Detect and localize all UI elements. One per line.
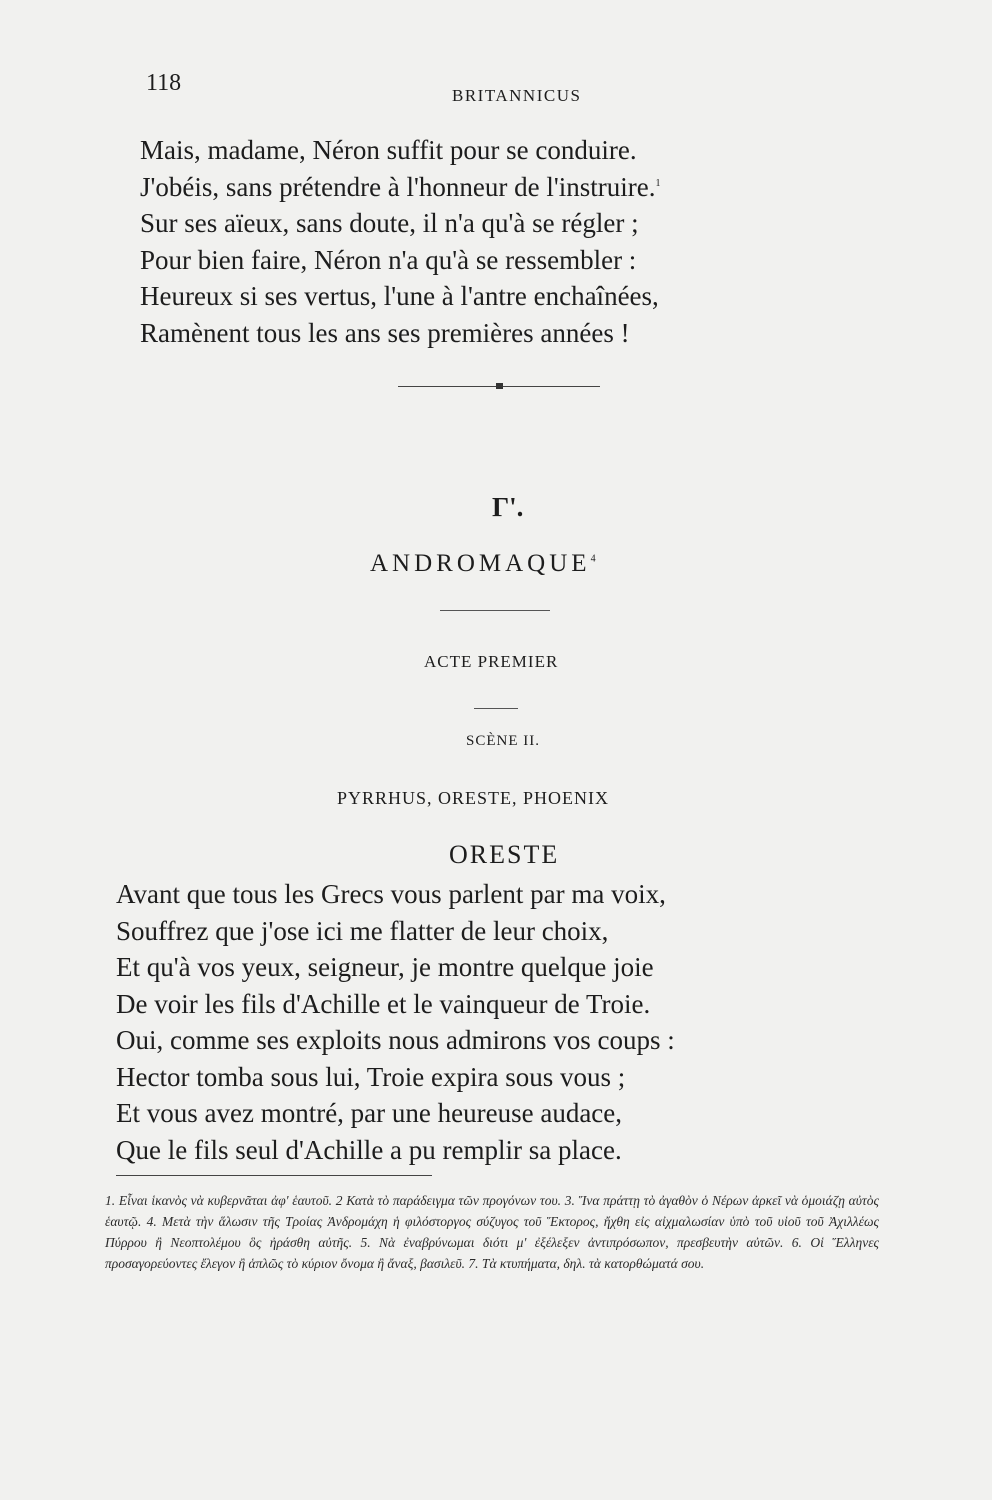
verse-text: J'obéis, sans prétendre à l'honneur de l'instruire. [140,171,656,202]
verse-line [116,1059,675,1096]
verse-line [140,169,660,206]
verse-line [140,132,660,169]
verse-text: Ramènent tous les ans ses premières années ! [140,317,630,348]
verse-text: Souffrez que j'ose ici me flatter de leur choix, [116,915,609,946]
verse-line [140,278,660,315]
verse-line [116,1022,675,1059]
divider [440,610,550,611]
verse-text: Avant que tous les Grecs vous parlent par ma voix, [116,879,666,909]
verse-line [116,1132,675,1169]
verse-line [116,986,675,1023]
characters-list: PYRRHUS, ORESTE, PHOENIX [337,788,610,808]
footnote-divider [116,1175,432,1176]
verse-text: Pour bien faire, Néron n'a qu'à se ressembler : [140,244,637,275]
section-number: Γ'. [492,492,524,522]
verse-text: Et qu'à vos yeux, seigneur, je montre quelque joie [116,952,654,982]
oreste-speech [116,876,675,1168]
play-title [370,550,600,578]
verse-line [140,205,660,242]
section-ornament [398,386,600,389]
verse-text: Heureux si ses vertus, l'une à l'antre enchaînées, [140,281,659,311]
verse-line [116,949,675,986]
verse-text: Que le fils seul d'Achille a pu remplir sa place. [116,1134,622,1165]
running-title: BRITANNICUS [452,86,582,105]
speaker-name: ORESTE [449,840,560,869]
verse-text: Sur ses aïeux, sans doute, il n'a qu'à se régler ; [140,208,639,238]
verse-text: Hector tomba sous lui, Troie expira sous vous ; [116,1061,626,1092]
verse-line [140,242,660,279]
scene-heading: SCÈNE II. [466,733,540,749]
verse-line [116,1095,675,1132]
verse-line [140,315,660,352]
footnotes: 1. Εἶναι ἱκανὸς νὰ κυβερνᾶται ἀφ' ἑαυτοῦ. 2 Κατὰ τὸ παράδειγμα τῶν προγόνων του. 3. Ἵνα πράττῃ τὸ ἀγαθὸν ὁ Νέρων ἀρκεῖ νὰ ὁμοιάζῃ αὐτὸς ἑαυτῷ. 4. Μετὰ τὴν ἅλωσιν τῆς Τροίας Ἀνδρομάχη ἡ φιλόστοργος σύζυγος τοῦ Ἕκτορος, ἤχθη εἰς αἰχμαλωσίαν ὑπὸ τοῦ υἱοῦ τοῦ Ἀχιλλέως Πύρρου ἢ Νεοπτολέμου ὃς ἠράσθη αὐτῆς. 5. Νὰ ἐναβρύνωμαι διότι μ' ἐξέλεξεν ἀντιπρόσωπον, πρεσβευτὴν αὐτῶν. 6. Οἱ Ἕλληνες προσαγορεύοντες ἔλεγον ἢ ἁπλῶς τὸ κύριον ὄνομα ἢ ἄναξ, βασιλεῦ. 7. Τὰ κτυπήματα, δηλ. τὰ κατορθώματά σου. [105,1193,879,1271]
verse-text: Mais, madame, Néron suffit pour se conduire. [140,135,637,165]
britannicus-verses [140,132,660,351]
act-heading: ACTE PREMIER [424,652,559,671]
play-title-text: ANDROMAQUE [370,550,591,577]
verse-line [116,876,675,913]
verse-line [116,913,675,950]
divider [474,708,518,709]
verse-text: Oui, comme ses exploits nous admirons vos coups : [116,1025,675,1055]
footnote-marker: 4 [590,553,600,565]
verse-text: De voir les fils d'Achille et le vainqueur de Troie. [116,988,651,1019]
page-number: 118 [146,70,182,96]
footnote-marker: 1 [655,177,661,189]
verse-text: Et vous avez montré, par une heureuse audace, [116,1098,623,1128]
